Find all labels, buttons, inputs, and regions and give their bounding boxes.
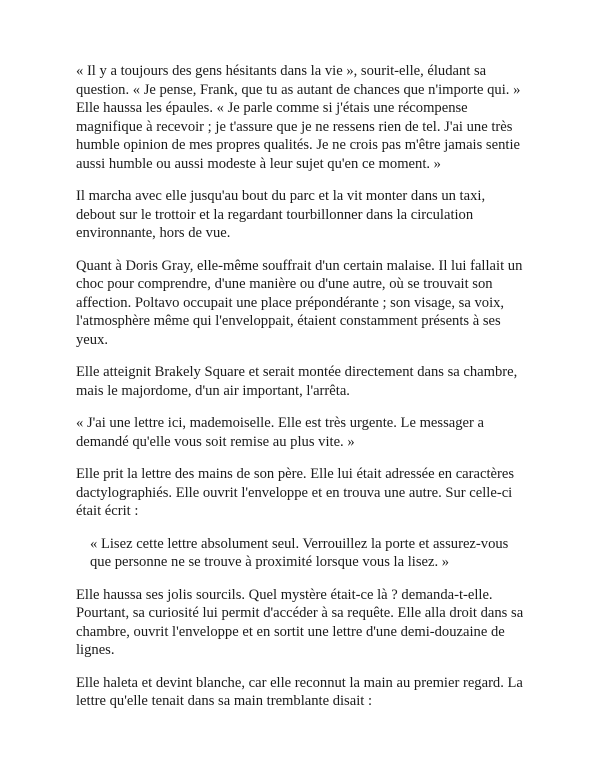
paragraph-3: Quant à Doris Gray, elle-même souffrait d'un certain malaise. Il lui fallait un choc pour comprendre, d'une manière ou d'une autre, où se trouvait son affection. Poltavo occupait une place prépondérante ; son visage, sa voix, l'atmosphère même qui l'enveloppait, étaient constamment présents à ses yeux. xyxy=(76,257,523,348)
paragraph-4: Elle atteignit Brakely Square et serait montée directement dans sa chambre, mais le majordome, d'un air important, l'arrêta. xyxy=(76,364,518,399)
paragraph-2: Il marcha avec elle jusqu'au bout du parc et la vit monter dans un taxi, debout sur le trottoir et la regardant tourbillonner dans la circulation environnante, hors de vue. xyxy=(76,188,486,241)
paragraph-5: « J'ai une lettre ici, mademoiselle. Elle est très urgente. Le messager a demandé qu'elle vous soit remise au plus vite. » xyxy=(76,415,484,450)
paragraph-8: Elle haussa ses jolis sourcils. Quel mystère était-ce là ? demanda-t-elle. Pourtant, sa curiosité lui permit d'accéder à sa requête. Elle alla droit dans sa chambre, ouvrit l'enveloppe et en sortit une lettre d'une demi-douzaine de lignes. xyxy=(76,586,524,658)
paragraph-1: « Il y a toujours des gens hésitants dans la vie », sourit-elle, éludant sa question. « Je pense, Frank, que tu as autant de chances que n'importe qui. » Elle haussa les épaules. « Je parle comme si j'étais une récompense magnifique à recevoir ; je t'assure que je ne ressens rien de tel. J'ai une très humble opinion de mes propres qualités. Je ne crois pas m'être jamais sentie aussi humble ou aussi modeste à leur sujet qu'en ce moment. » xyxy=(76,63,521,172)
paragraph-6: Elle prit la lettre des mains de son père. Elle lui était adressée en caractères dactylographiés. Elle ouvrit l'enveloppe et en trouva une autre. Sur celle-ci était écrit : xyxy=(76,466,515,519)
document-page xyxy=(76,62,528,725)
paragraph-9: Elle haleta et devint blanche, car elle reconnut la main au premier regard. La lettre qu'elle tenait dans sa main tremblante disait : xyxy=(76,674,523,709)
quoted-note: « Lisez cette lettre absolument seul. Verrouillez la porte et assurez-vous que personne ne se trouve à proximité lorsque vous la lisez. » xyxy=(90,535,509,570)
